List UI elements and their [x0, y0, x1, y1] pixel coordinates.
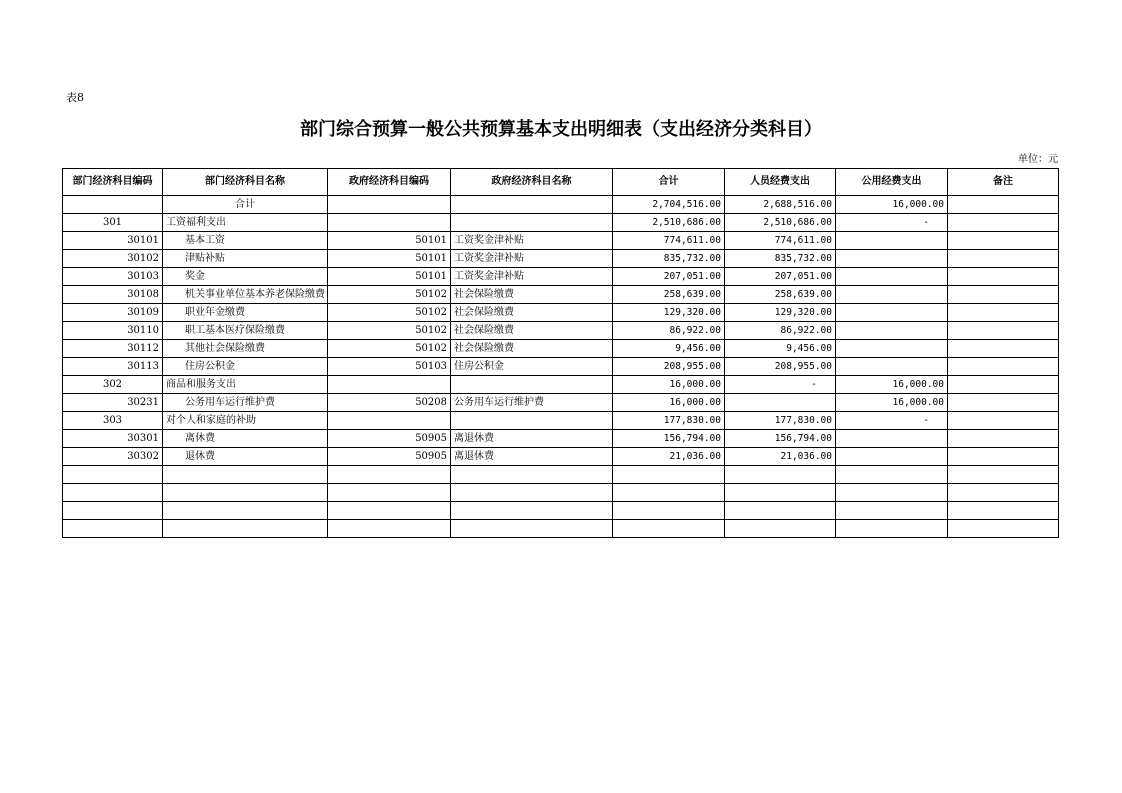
cell-gov-name: 离退休费	[451, 448, 613, 466]
cell-gov-name	[451, 484, 613, 502]
table-row	[63, 376, 1059, 394]
cell-gov-name	[451, 466, 613, 484]
cell-gov-name	[451, 520, 613, 538]
cell-note	[948, 502, 1059, 520]
cell-dept-name: 基本工资	[163, 232, 328, 250]
cell-gov-code	[328, 376, 451, 394]
cell-dept-name	[163, 520, 328, 538]
cell-dept-name: 津贴补贴	[163, 250, 328, 268]
cell-total: 129,320.00	[613, 304, 725, 322]
cell-personnel: 208,955.00	[725, 358, 836, 376]
cell-personnel: 258,639.00	[725, 286, 836, 304]
cell-personnel: 177,830.00	[725, 412, 836, 430]
table-body	[63, 196, 1059, 538]
header-note: 备注	[948, 169, 1059, 196]
table-row	[63, 304, 1059, 322]
cell-dept-code: 302	[63, 376, 163, 394]
cell-note	[948, 394, 1059, 412]
cell-public: -	[836, 214, 948, 232]
table-row	[63, 322, 1059, 340]
cell-public	[836, 322, 948, 340]
cell-total: 2,704,516.00	[613, 196, 725, 214]
cell-dept-name: 机关事业单位基本养老保险缴费	[163, 286, 328, 304]
cell-personnel: 207,051.00	[725, 268, 836, 286]
cell-dept-code: 30102	[63, 250, 163, 268]
cell-gov-code: 50103	[328, 358, 451, 376]
cell-dept-code: 30108	[63, 286, 163, 304]
cell-note	[948, 286, 1059, 304]
cell-dept-name: 工资福利支出	[163, 214, 328, 232]
cell-gov-name	[451, 502, 613, 520]
header-total: 合计	[613, 169, 725, 196]
cell-dept-name: 退休费	[163, 448, 328, 466]
cell-gov-name	[451, 214, 613, 232]
cell-total: 156,794.00	[613, 430, 725, 448]
cell-gov-name: 离退休费	[451, 430, 613, 448]
cell-total: 21,036.00	[613, 448, 725, 466]
cell-total	[613, 502, 725, 520]
cell-gov-code	[328, 502, 451, 520]
cell-dept-code	[63, 502, 163, 520]
cell-personnel	[725, 520, 836, 538]
table-row	[63, 520, 1059, 538]
header-row	[63, 169, 1059, 196]
cell-total	[613, 520, 725, 538]
cell-dept-name: 对个人和家庭的补助	[163, 412, 328, 430]
cell-note	[948, 304, 1059, 322]
cell-gov-name: 社会保险缴费	[451, 322, 613, 340]
cell-total: 16,000.00	[613, 394, 725, 412]
cell-gov-name: 公务用车运行维护费	[451, 394, 613, 412]
cell-dept-code: 30112	[63, 340, 163, 358]
cell-gov-name	[451, 376, 613, 394]
cell-dept-code: 301	[63, 214, 163, 232]
cell-gov-code: 50101	[328, 232, 451, 250]
cell-public: 16,000.00	[836, 196, 948, 214]
cell-personnel	[725, 394, 836, 412]
cell-gov-code	[328, 466, 451, 484]
cell-public	[836, 484, 948, 502]
cell-note	[948, 268, 1059, 286]
cell-gov-code: 50102	[328, 286, 451, 304]
cell-dept-code	[63, 466, 163, 484]
cell-dept-code	[63, 520, 163, 538]
cell-dept-code: 30101	[63, 232, 163, 250]
cell-total	[613, 466, 725, 484]
cell-gov-code: 50905	[328, 448, 451, 466]
cell-total: 86,922.00	[613, 322, 725, 340]
cell-dept-name: 职工基本医疗保险缴费	[163, 322, 328, 340]
cell-dept-name: 住房公积金	[163, 358, 328, 376]
cell-dept-name	[163, 484, 328, 502]
cell-total: 16,000.00	[613, 376, 725, 394]
table-row	[63, 214, 1059, 232]
cell-note	[948, 196, 1059, 214]
cell-total: 2,510,686.00	[613, 214, 725, 232]
cell-dept-code: 30302	[63, 448, 163, 466]
cell-total: 835,732.00	[613, 250, 725, 268]
cell-note	[948, 358, 1059, 376]
cell-public: -	[836, 412, 948, 430]
cell-dept-name	[163, 466, 328, 484]
cell-gov-name	[451, 412, 613, 430]
cell-public	[836, 304, 948, 322]
header-gov-code: 政府经济科目编码	[328, 169, 451, 196]
cell-gov-name: 社会保险缴费	[451, 304, 613, 322]
cell-total: 207,051.00	[613, 268, 725, 286]
cell-personnel	[725, 502, 836, 520]
cell-total: 774,611.00	[613, 232, 725, 250]
cell-note	[948, 430, 1059, 448]
cell-gov-code: 50208	[328, 394, 451, 412]
cell-note	[948, 250, 1059, 268]
cell-dept-code: 30110	[63, 322, 163, 340]
cell-gov-code	[328, 520, 451, 538]
cell-gov-name: 工资奖金津补贴	[451, 250, 613, 268]
cell-note	[948, 520, 1059, 538]
cell-public	[836, 520, 948, 538]
header-dept-name: 部门经济科目名称	[163, 169, 328, 196]
cell-personnel: 9,456.00	[725, 340, 836, 358]
table-row	[63, 466, 1059, 484]
cell-public: 16,000.00	[836, 376, 948, 394]
cell-total: 208,955.00	[613, 358, 725, 376]
table-row	[63, 232, 1059, 250]
cell-personnel: 156,794.00	[725, 430, 836, 448]
cell-dept-code: 303	[63, 412, 163, 430]
cell-public	[836, 502, 948, 520]
cell-public	[836, 268, 948, 286]
cell-note	[948, 412, 1059, 430]
cell-note	[948, 232, 1059, 250]
table-row	[63, 358, 1059, 376]
cell-gov-code: 50101	[328, 268, 451, 286]
cell-gov-name: 社会保险缴费	[451, 286, 613, 304]
cell-personnel: 129,320.00	[725, 304, 836, 322]
cell-public	[836, 232, 948, 250]
cell-dept-code: 30103	[63, 268, 163, 286]
cell-personnel: -	[725, 376, 836, 394]
table-row	[63, 448, 1059, 466]
cell-dept-name: 奖金	[163, 268, 328, 286]
cell-dept-code: 30231	[63, 394, 163, 412]
cell-gov-code: 50905	[328, 430, 451, 448]
cell-personnel: 835,732.00	[725, 250, 836, 268]
cell-public	[836, 340, 948, 358]
cell-public	[836, 448, 948, 466]
cell-dept-code	[63, 196, 163, 214]
table-row	[63, 502, 1059, 520]
cell-note	[948, 484, 1059, 502]
cell-gov-code: 50102	[328, 304, 451, 322]
cell-personnel: 86,922.00	[725, 322, 836, 340]
table-row	[63, 484, 1059, 502]
table-label: 表8	[66, 91, 84, 104]
table-row	[63, 412, 1059, 430]
cell-dept-code: 30109	[63, 304, 163, 322]
cell-dept-code: 30301	[63, 430, 163, 448]
cell-public	[836, 430, 948, 448]
table-row	[63, 250, 1059, 268]
cell-total: 9,456.00	[613, 340, 725, 358]
cell-gov-code	[328, 214, 451, 232]
cell-dept-name	[163, 502, 328, 520]
unit-label: 单位：元	[1018, 154, 1058, 165]
header-personnel: 人员经费支出	[725, 169, 836, 196]
cell-note	[948, 376, 1059, 394]
cell-gov-name: 社会保险缴费	[451, 340, 613, 358]
cell-public: 16,000.00	[836, 394, 948, 412]
header-gov-name: 政府经济科目名称	[451, 169, 613, 196]
cell-gov-name: 工资奖金津补贴	[451, 232, 613, 250]
table-row	[63, 268, 1059, 286]
table-row	[63, 394, 1059, 412]
cell-note	[948, 322, 1059, 340]
expenditure-table	[62, 168, 1059, 538]
table-row	[63, 340, 1059, 358]
cell-total: 177,830.00	[613, 412, 725, 430]
cell-personnel: 2,510,686.00	[725, 214, 836, 232]
header-dept-code: 部门经济科目编码	[63, 169, 163, 196]
cell-dept-name: 合计	[163, 196, 328, 214]
cell-dept-code	[63, 484, 163, 502]
cell-total: 258,639.00	[613, 286, 725, 304]
cell-dept-name: 商品和服务支出	[163, 376, 328, 394]
cell-dept-code: 30113	[63, 358, 163, 376]
cell-public	[836, 358, 948, 376]
cell-gov-name: 工资奖金津补贴	[451, 268, 613, 286]
cell-personnel	[725, 466, 836, 484]
cell-note	[948, 466, 1059, 484]
cell-personnel	[725, 484, 836, 502]
cell-gov-code	[328, 484, 451, 502]
table-row	[63, 286, 1059, 304]
cell-gov-name: 住房公积金	[451, 358, 613, 376]
cell-personnel: 2,688,516.00	[725, 196, 836, 214]
cell-dept-name: 公务用车运行维护费	[163, 394, 328, 412]
cell-gov-code	[328, 196, 451, 214]
table-row	[63, 430, 1059, 448]
cell-public	[836, 286, 948, 304]
header-public: 公用经费支出	[836, 169, 948, 196]
cell-public	[836, 250, 948, 268]
cell-gov-code: 50102	[328, 322, 451, 340]
document-title: 部门综合预算一般公共预算基本支出明细表（支出经济分类科目）	[300, 119, 822, 140]
cell-note	[948, 340, 1059, 358]
cell-personnel: 774,611.00	[725, 232, 836, 250]
cell-gov-name	[451, 196, 613, 214]
cell-dept-name: 职业年金缴费	[163, 304, 328, 322]
cell-gov-code: 50102	[328, 340, 451, 358]
cell-gov-code	[328, 412, 451, 430]
cell-dept-name: 离休费	[163, 430, 328, 448]
cell-note	[948, 214, 1059, 232]
cell-total	[613, 484, 725, 502]
cell-dept-name: 其他社会保险缴费	[163, 340, 328, 358]
cell-gov-code: 50101	[328, 250, 451, 268]
cell-note	[948, 448, 1059, 466]
cell-personnel: 21,036.00	[725, 448, 836, 466]
table-row	[63, 196, 1059, 214]
cell-public	[836, 466, 948, 484]
